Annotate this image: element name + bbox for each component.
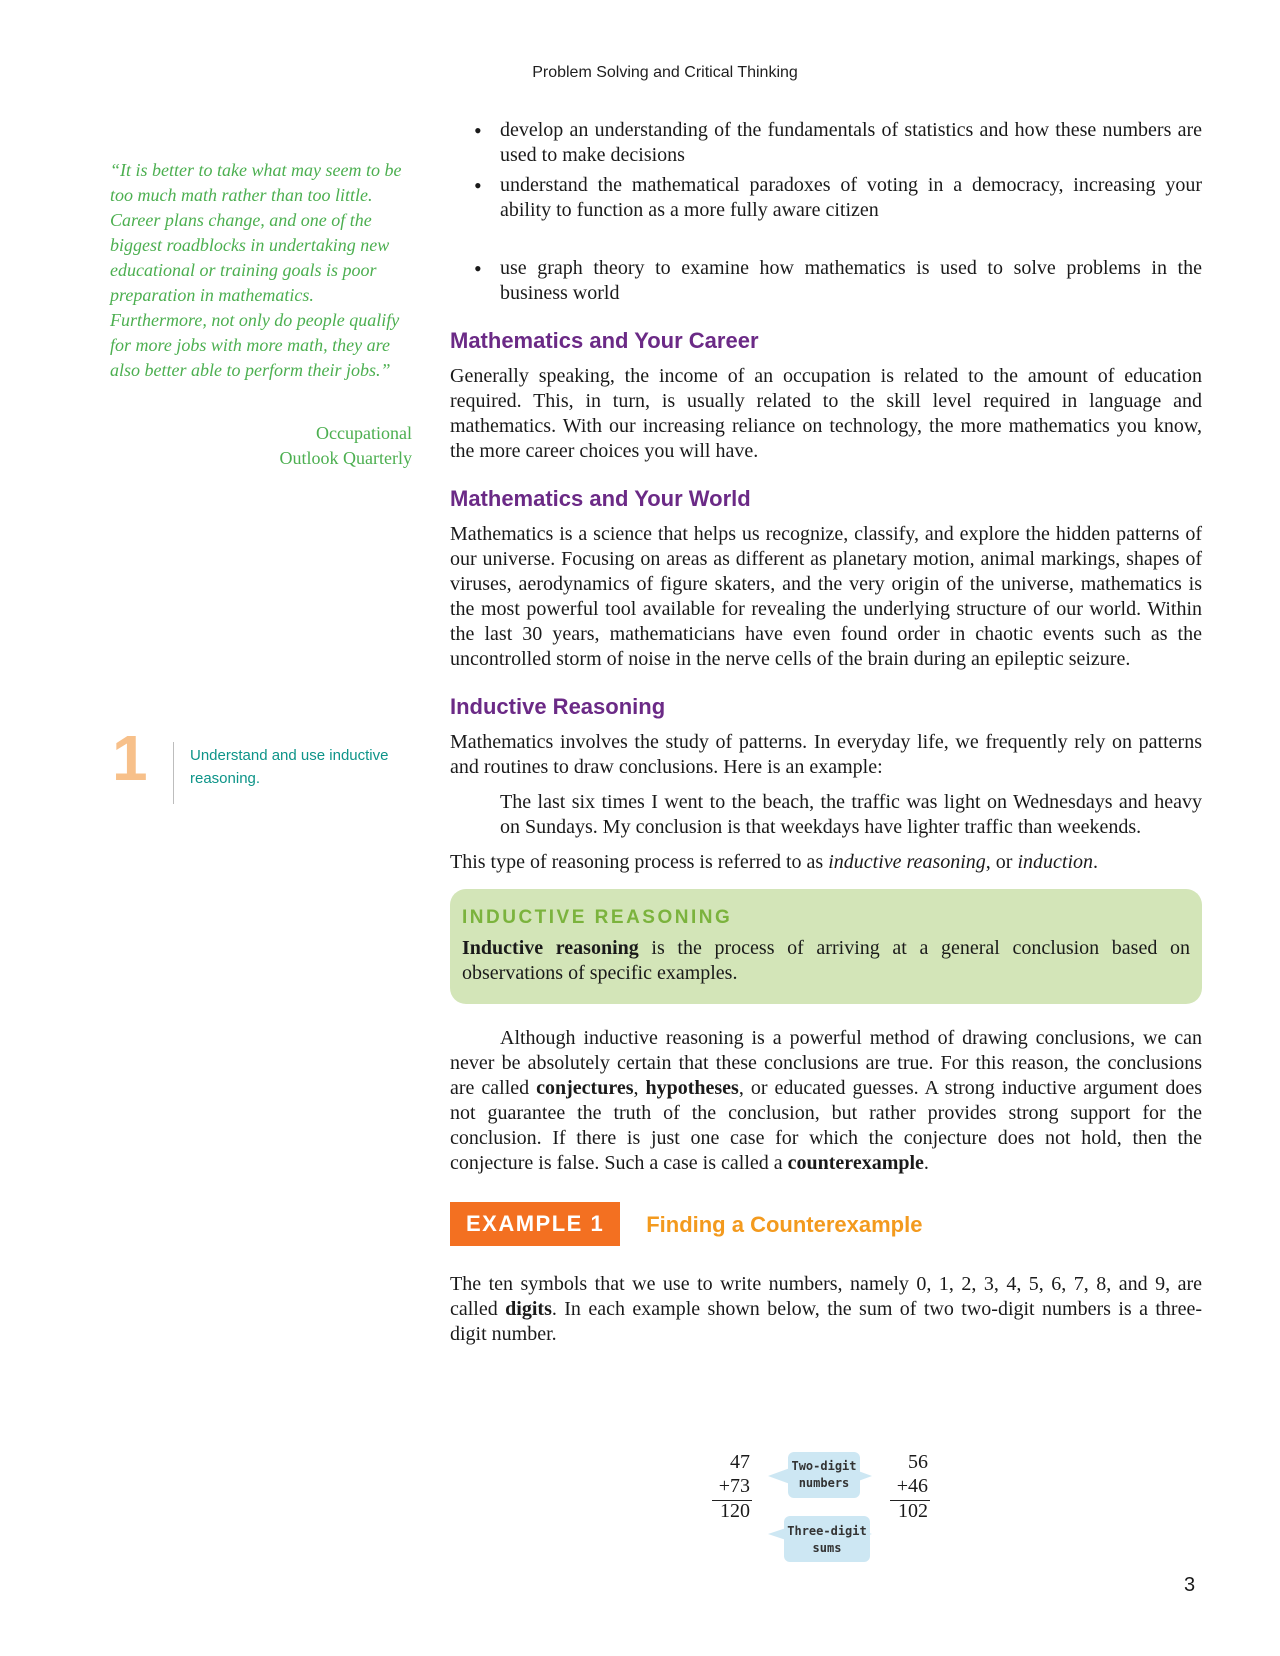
definition-box xyxy=(450,889,1202,1004)
term-conjectures: conjectures xyxy=(536,1077,634,1099)
example-header xyxy=(450,1202,1202,1246)
sidebar-quote: “It is better to take what may seem to be too much math rather than too little. Career plans change, and one of the biggest roadblocks in undertaking new educational or training goals is poor preparation in mathematics. Furthermore, not only do people qualify for more jobs with more math, they are also better able to perform their jobs.” xyxy=(110,160,402,380)
definition-text xyxy=(462,936,1190,986)
example-badge: EXAMPLE 1 xyxy=(450,1202,620,1246)
example-paragraph xyxy=(450,1272,1202,1347)
world-paragraph: Mathematics is a science that helps us recognize, classify, and explore the hidden patterns of our universe. Focusing on areas as different as planetary motion, animal markings, shapes of viruses, aerodynamics of figure skaters, and the very origin of the universe, mathematics is the most powerful tool available for revealing the underlying structure of our world. Within the last 30 years, mathematicians have even found order in chaotic events such as the uncontrolled storm of noise in the nerve cells of the brain during an epileptic seizure. xyxy=(450,523,1202,670)
type-mid: , or xyxy=(985,851,1018,873)
objective-number: 1 xyxy=(112,722,148,794)
heading-career: Mathematics and Your Career xyxy=(450,328,759,353)
bullet-item: • develop an understanding of the fundamentals of statistics and how these numbers are used to make decisions xyxy=(450,118,1202,168)
conjecture-text: , or educated guesses. A strong inductive argument does not guarantee the truth of the conclusion, but rather provides strong support for the conclusion. If there is just one case for which the conjecture does not hold, then the conjecture is false. Such a case is called a xyxy=(450,1077,1202,1174)
callout-top-line1: Two-digit xyxy=(791,1459,857,1473)
page-number: 3 xyxy=(1184,1574,1196,1596)
term-counterexample: counterexample xyxy=(787,1152,924,1174)
bullet-item: • understand the mathematical paradoxes of voting in a democracy, increasing your ability to function as a more fully aware citizen xyxy=(450,173,1202,223)
conjecture-text: , xyxy=(633,1077,646,1099)
pointer-top-left xyxy=(768,1468,790,1484)
inductive-type-paragraph xyxy=(450,850,1202,875)
callout-bottom-line2: sums xyxy=(812,1541,842,1555)
term-digits: digits xyxy=(505,1298,552,1320)
left-sum: 120 xyxy=(720,1500,750,1522)
beach-example-quote: The last six times I went to the beach, the traffic was light on Wednesdays and heavy on Sundays. My conclusion is that weekdays have lighter traffic than weekends. xyxy=(500,791,1202,838)
objective-divider xyxy=(173,742,174,804)
running-head: Problem Solving and Critical Thinking xyxy=(532,64,798,81)
callout-top-line2: numbers xyxy=(798,1476,850,1490)
conjecture-text: Although inductive reasoning is a powerful method of drawing conclusions, we can never be absolutely certain that these conclusions are true. For this reason, the conclusions are called xyxy=(450,1027,1202,1099)
right-addend-1: 56 xyxy=(908,1451,928,1473)
callout-three-digit-sums xyxy=(784,1516,870,1562)
type-end: . xyxy=(1093,851,1098,873)
term-hypotheses: hypotheses xyxy=(645,1077,739,1099)
conjecture-text: . xyxy=(923,1152,929,1174)
bullet-item: • use graph theory to examine how mathematics is used to solve problems in the business world xyxy=(450,256,1202,306)
heading-world: Mathematics and Your World xyxy=(450,486,751,511)
right-addend-2: +46 xyxy=(896,1475,928,1497)
term-inductive-reasoning: inductive reasoning xyxy=(828,851,986,873)
right-sum: 102 xyxy=(898,1500,928,1522)
bullet-list xyxy=(450,118,1202,306)
callout-bottom-line1: Three-digit xyxy=(787,1524,867,1538)
definition-body: is the process of arriving at a general conclusion based on observations of specific examples. xyxy=(462,937,1190,984)
inductive-intro: Mathematics involves the study of patterns. In everyday life, we frequently rely on patterns and routines to draw conclusions. Here is an example: xyxy=(450,731,1202,778)
type-prefix: This type of reasoning process is referred to as xyxy=(450,851,829,873)
definition-term: Inductive reasoning xyxy=(462,937,639,959)
addition-figure xyxy=(700,1450,940,1570)
objective-text: Understand and use inductive reasoning. xyxy=(190,747,389,787)
example-text: The ten symbols that we use to write numbers, namely 0, 1, 2, 3, 4, 5, 6, 7, 8, and 9, are called xyxy=(450,1273,1202,1320)
main-column xyxy=(450,118,1202,1357)
term-induction: induction xyxy=(1017,851,1093,873)
quote-source-line1: Occupational xyxy=(316,423,412,443)
left-addend-2: +73 xyxy=(718,1475,750,1497)
callout-two-digit-numbers xyxy=(788,1452,860,1498)
quote-source-line2: Outlook Quarterly xyxy=(279,448,412,468)
definition-title: INDUCTIVE REASONING xyxy=(462,907,733,928)
example-title: Finding a Counterexample xyxy=(646,1211,923,1237)
heading-inductive-reasoning: Inductive Reasoning xyxy=(450,694,666,719)
conjecture-paragraph xyxy=(450,1026,1202,1176)
sidebar-quote-source xyxy=(110,421,412,471)
example-text: . In each example shown below, the sum of two two-digit numbers is a three-digit number. xyxy=(450,1298,1203,1345)
career-paragraph: Generally speaking, the income of an occupation is related to the amount of education required. This, in turn, is usually related to the skill level required in language and mathematics. With our increasing reliance on technology, the more mathematics you know, the more career choices you will have. xyxy=(450,365,1202,462)
left-addend-1: 47 xyxy=(730,1451,750,1473)
